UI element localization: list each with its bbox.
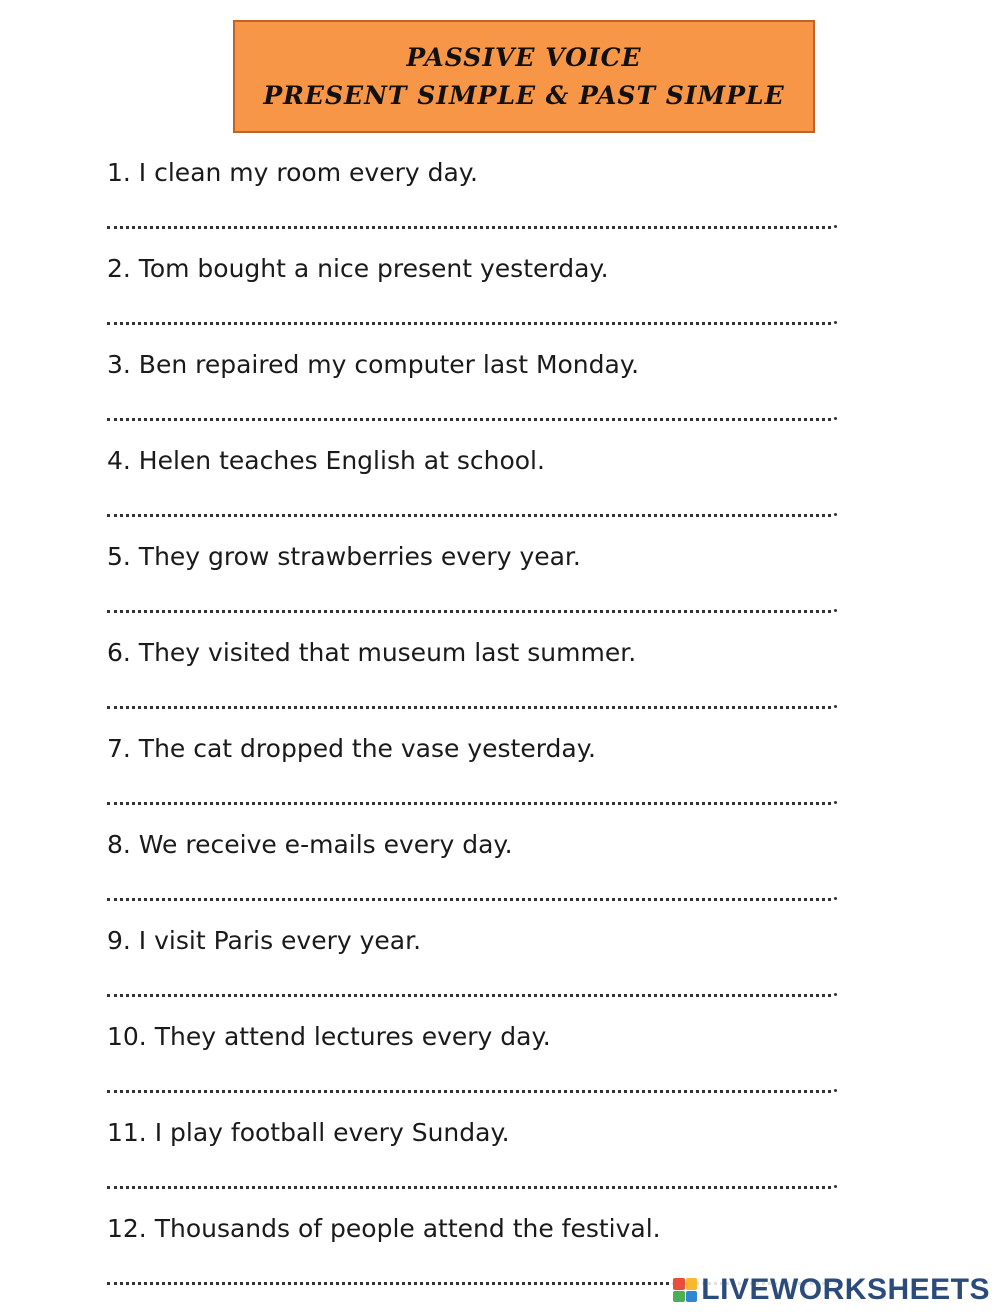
title-box xyxy=(233,20,815,133)
question-5: 5. They grow strawberries every year. xyxy=(107,542,581,571)
answer-line-6[interactable] xyxy=(107,706,831,709)
question-2: 2. Tom bought a nice present yesterday. xyxy=(107,254,609,283)
answer-line-11[interactable] xyxy=(107,1186,831,1189)
title-line-2: PRESENT SIMPLE & PAST SIMPLE xyxy=(263,80,785,110)
question-1: 1. I clean my room every day. xyxy=(107,158,478,187)
question-10: 10. They attend lectures every day. xyxy=(107,1022,551,1051)
question-6: 6. They visited that museum last summer. xyxy=(107,638,637,667)
question-7: 7. The cat dropped the vase yesterday. xyxy=(107,734,596,763)
title-line-1: PASSIVE VOICE xyxy=(406,42,642,72)
question-4: 4. Helen teaches English at school. xyxy=(107,446,545,475)
question-3: 3. Ben repaired my computer last Monday. xyxy=(107,350,640,379)
answer-line-7[interactable] xyxy=(107,802,831,805)
liveworksheets-logo-icon xyxy=(673,1278,697,1302)
answer-line-4[interactable] xyxy=(107,514,831,517)
watermark-text: LIVEWORKSHEETS xyxy=(701,1273,990,1306)
answer-line-8[interactable] xyxy=(107,898,831,901)
question-9: 9. I visit Paris every year. xyxy=(107,926,422,955)
answer-line-10[interactable] xyxy=(107,1090,831,1093)
question-11: 11. I play football every Sunday. xyxy=(107,1118,510,1147)
question-8: 8. We receive e-mails every day. xyxy=(107,830,513,859)
answer-line-2[interactable] xyxy=(107,322,831,325)
liveworksheets-watermark xyxy=(671,1274,992,1306)
answer-line-5[interactable] xyxy=(107,610,831,613)
question-12: 12. Thousands of people attend the festival. xyxy=(107,1214,661,1243)
answer-line-1[interactable] xyxy=(107,226,831,229)
answer-line-9[interactable] xyxy=(107,994,831,997)
answer-line-3[interactable] xyxy=(107,418,831,421)
